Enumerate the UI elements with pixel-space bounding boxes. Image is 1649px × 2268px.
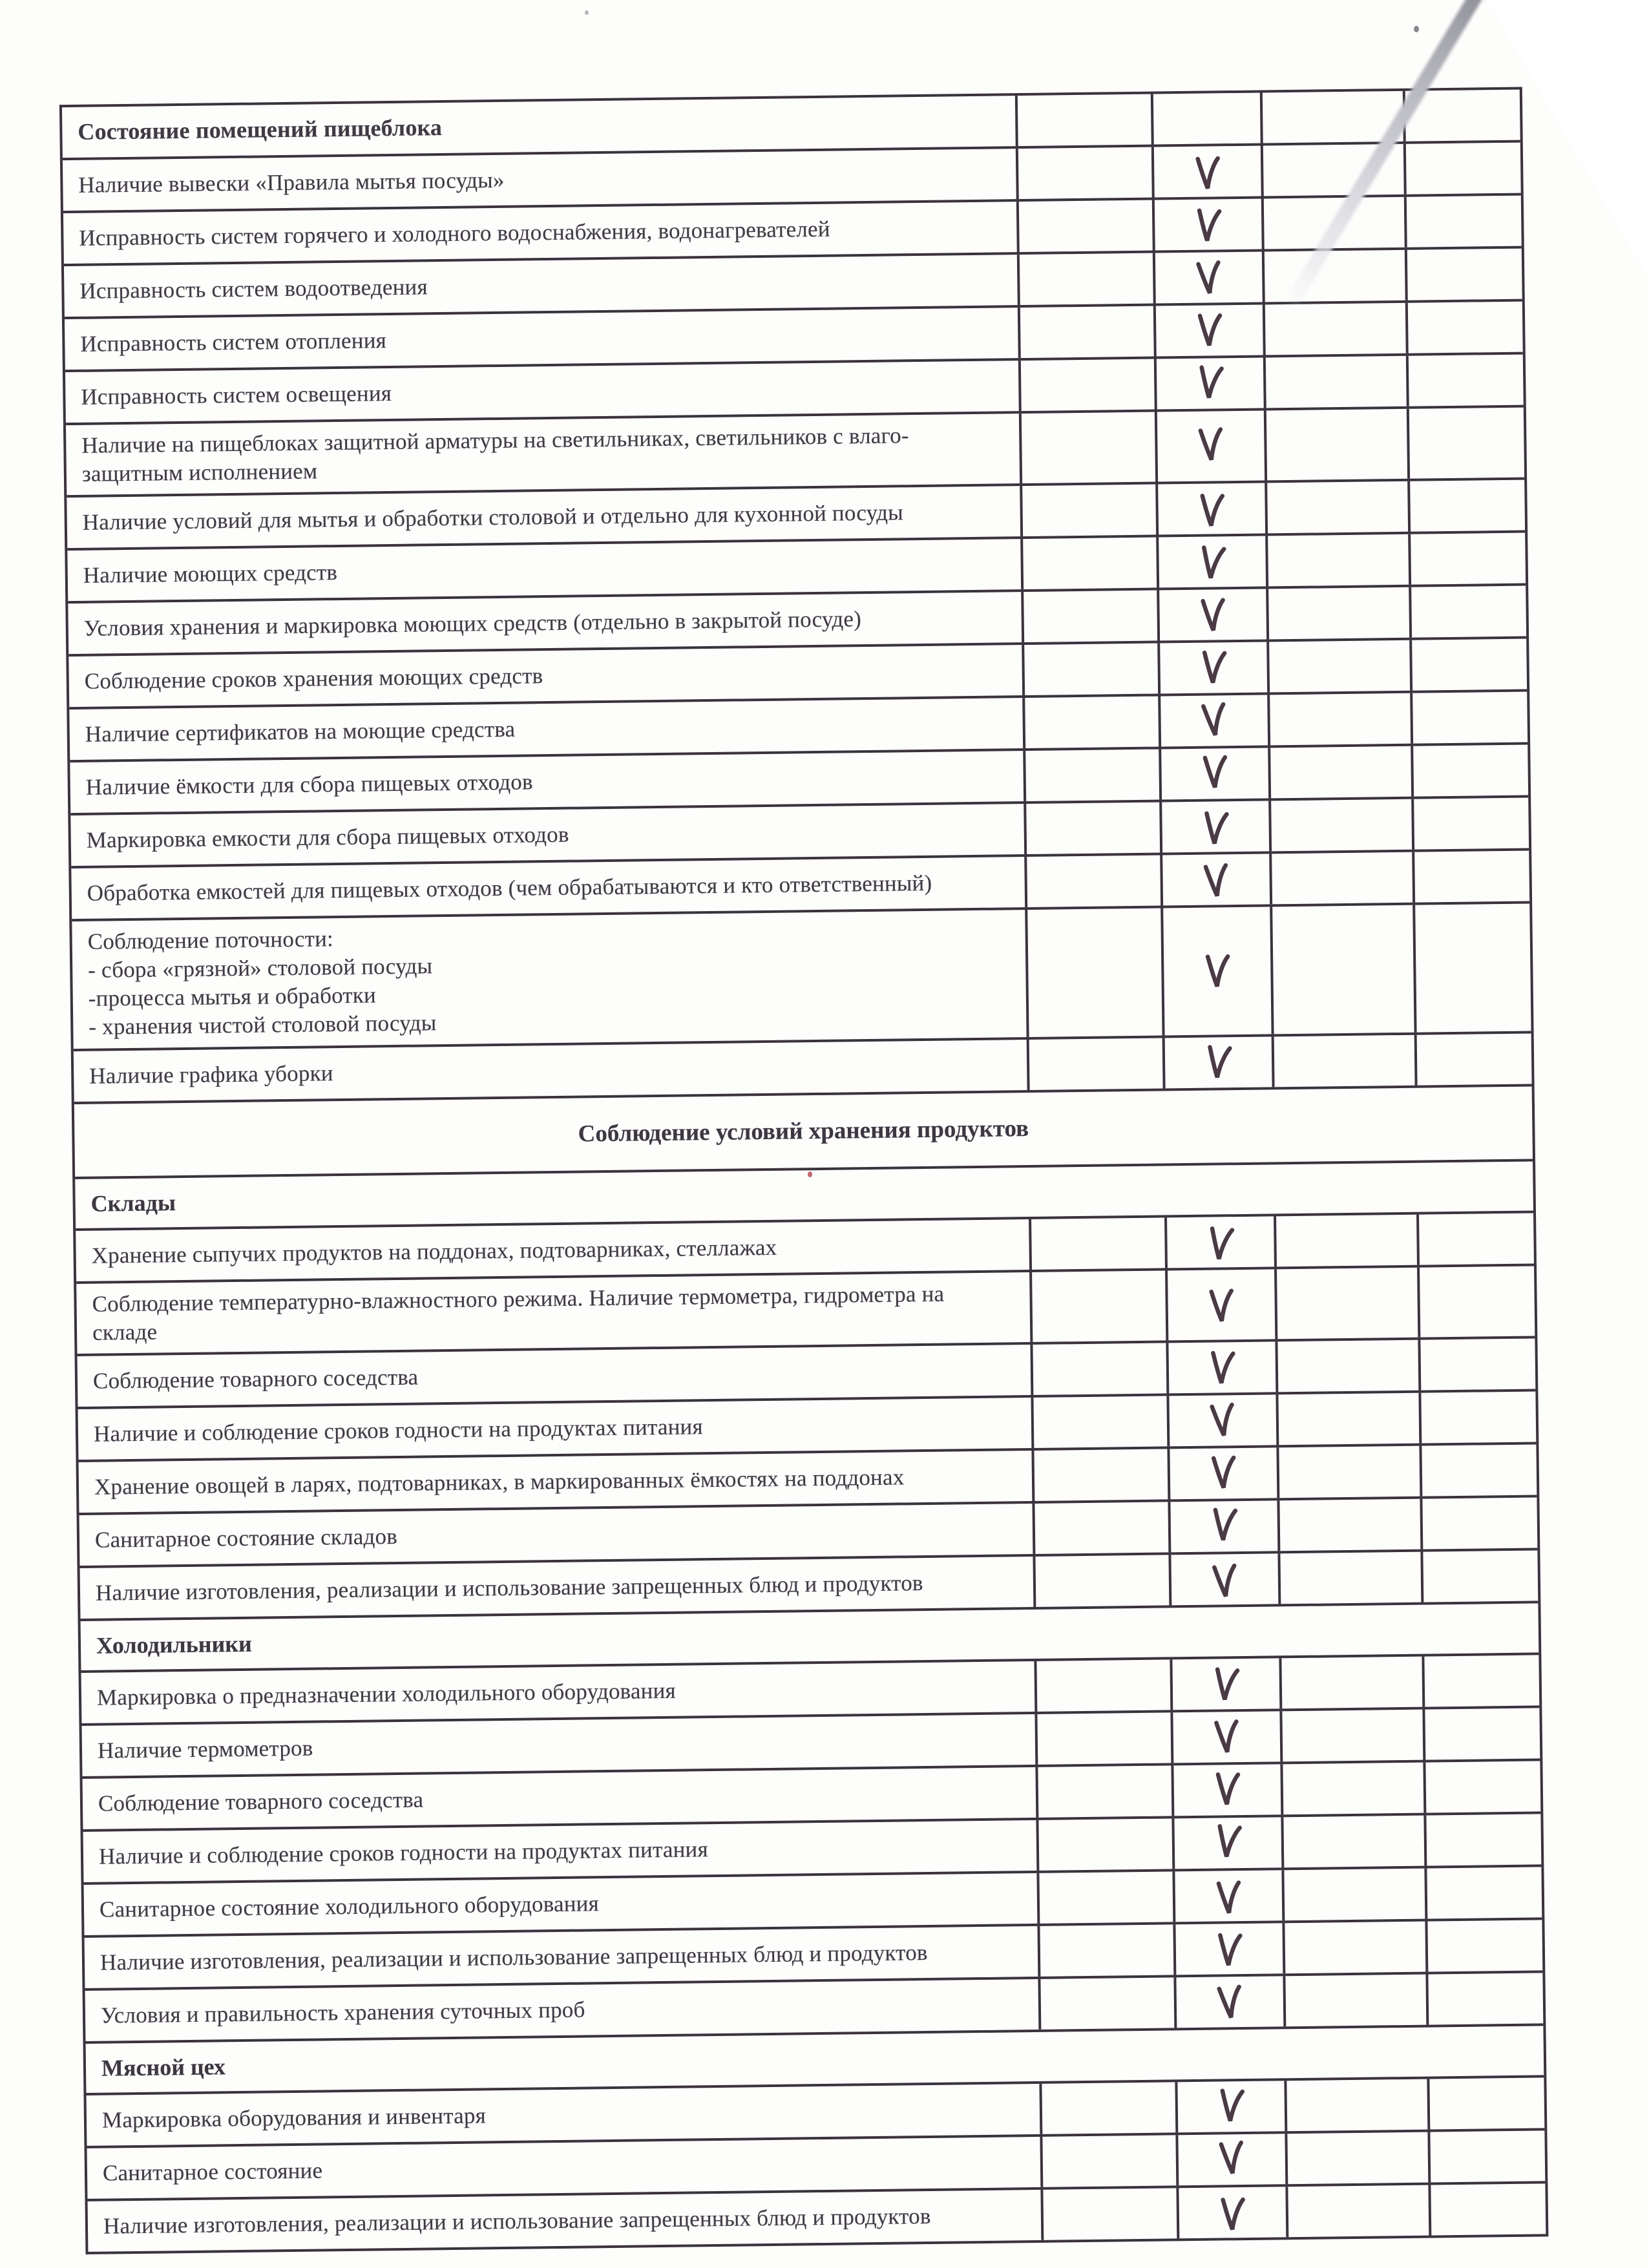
checkmark-icon <box>1208 1347 1237 1388</box>
mark-cell <box>1016 200 1153 253</box>
mark-cell <box>1409 533 1526 585</box>
row-label: Исправность систем освещения <box>81 380 392 410</box>
row-label: Соблюдение поточности: - сбора «грязной» столовой посуды -процесса мытья и обработки - хранения чистой столовой посуды <box>87 926 437 1040</box>
mark-cell <box>1032 1449 1168 1501</box>
mark-cell <box>1423 1708 1540 1759</box>
checkmark-icon <box>1201 859 1232 901</box>
subsection-title: Холодильники <box>96 1630 252 1659</box>
mark-cell <box>1283 1921 1426 1973</box>
mark-cell <box>1031 1343 1167 1395</box>
mark-cell <box>1264 409 1407 481</box>
mark-cell <box>1413 904 1531 1033</box>
mark-cell <box>1159 748 1268 800</box>
mark-cell <box>1411 692 1528 744</box>
mark-cell <box>1021 538 1157 590</box>
checkmark-icon <box>1197 490 1226 530</box>
row-label: Наличие моющих средств <box>83 560 338 588</box>
mark-cell <box>1418 1338 1535 1390</box>
mark-cell <box>1422 1655 1539 1706</box>
mark-cell <box>1024 750 1160 802</box>
checkmark-icon <box>1211 1663 1241 1705</box>
mark-cell <box>1286 2185 1429 2237</box>
mark-cell <box>1278 1551 1422 1604</box>
row-label: Санитарное состояние <box>102 2158 323 2186</box>
mark-cell <box>1427 2077 1544 2129</box>
mark-cell <box>1035 1712 1171 1765</box>
mark-cell <box>1159 801 1269 853</box>
mark-cell <box>1152 199 1262 251</box>
checkmark-icon <box>1193 257 1225 299</box>
mark-cell <box>1410 639 1527 691</box>
mark-cell <box>1425 1867 1542 1918</box>
mark-cell <box>1281 1815 1425 1867</box>
checkmark-icon <box>1195 423 1226 465</box>
mark-cell <box>1156 536 1266 588</box>
mark-cell <box>1408 480 1525 532</box>
row-label: Исправность систем водоотведения <box>79 274 428 304</box>
checkmark-icon <box>1205 1222 1237 1264</box>
mark-cell <box>1168 1447 1277 1499</box>
mark-cell <box>1277 1445 1420 1498</box>
row-label: Соблюдение товарного соседства <box>98 1787 424 1816</box>
mark-cell <box>1419 1391 1536 1443</box>
mark-cell <box>1027 1038 1163 1090</box>
mark-cell <box>1270 905 1414 1034</box>
mark-cell <box>1171 1711 1281 1763</box>
mark-cell <box>1018 359 1155 412</box>
checkmark-icon <box>1206 1285 1237 1326</box>
checkmark-icon <box>1203 1041 1234 1082</box>
mark-cell <box>1040 2082 1176 2134</box>
scan-speck-red <box>808 1171 812 1177</box>
mark-cell <box>1407 408 1524 479</box>
checkmark-icon <box>1218 2194 1247 2234</box>
mark-cell <box>1405 249 1522 300</box>
row-label: Хранение сыпучих продуктов на поддонах, подтоварниках, стеллажах <box>91 1234 777 1268</box>
row-label: Наличие на пищеблоках защитной арматуры на светильниках, светильников с влаго-защитным исполнением <box>81 423 909 487</box>
row-label: Маркировка о предназначении холодильного оборудования <box>96 1677 677 1710</box>
mark-cell <box>1019 412 1155 484</box>
mark-cell <box>1168 1500 1278 1552</box>
mark-cell <box>1169 1553 1279 1605</box>
mark-cell <box>1267 640 1411 693</box>
mark-cell <box>1420 1497 1537 1549</box>
row-label: Хранение овощей в ларях, подтоварниках, в маркированных ёмкостях на поддонах <box>94 1464 905 1500</box>
mark-cell <box>1414 1033 1531 1085</box>
scan-speck <box>1414 26 1419 32</box>
checkmark-icon <box>1195 310 1224 350</box>
checkmark-icon <box>1197 541 1228 583</box>
checkmark-icon <box>1212 1716 1243 1758</box>
mark-cell <box>1020 485 1157 537</box>
row-label: Условия и правильность хранения суточных проб <box>100 1997 585 2028</box>
row-label: Наличие изготовления, реализации и использование запрещенных блюд и продуктов <box>95 1570 923 1606</box>
mark-cell <box>1283 1974 1427 2026</box>
checkmark-icon <box>1201 808 1230 849</box>
checkmark-icon <box>1203 951 1232 992</box>
mark-cell <box>1158 695 1268 747</box>
row-label: Наличие графика уборки <box>89 1060 333 1089</box>
mark-cell <box>1035 1659 1171 1712</box>
subsection-title: Мясной цех <box>101 2053 226 2081</box>
row-label: Наличие сертификатов на моющие средства <box>85 716 516 747</box>
mark-cell <box>1403 143 1520 194</box>
mark-cell <box>1025 856 1161 908</box>
mark-cell <box>1265 481 1409 534</box>
mark-cell <box>1036 1765 1172 1818</box>
mark-cell <box>1424 1814 1541 1865</box>
mark-cell <box>1274 1214 1417 1266</box>
mark-cell <box>1426 1973 1543 2024</box>
mark-cell <box>1167 1394 1277 1446</box>
mark-cell <box>1153 251 1263 303</box>
checklist-table <box>59 87 1548 2254</box>
mark-cell <box>1279 1656 1423 1708</box>
mark-cell <box>1276 1392 1420 1445</box>
mark-cell <box>1176 2134 1286 2185</box>
mark-cell <box>1429 2183 1546 2235</box>
mark-cell <box>1173 1870 1283 1922</box>
row-label: Санитарное состояние складов <box>94 1523 398 1553</box>
mark-cell <box>1281 1762 1424 1814</box>
mark-cell <box>1175 2081 1285 2132</box>
row-label: Наличие изготовления, реализации и использование запрещенных блюд и продуктов <box>100 1939 928 1975</box>
checkmark-icon <box>1209 1559 1241 1601</box>
checkmark-icon <box>1214 1980 1246 2023</box>
mark-cell <box>1017 253 1153 306</box>
mark-cell <box>1041 2188 1177 2240</box>
mark-cell <box>1428 2130 1545 2182</box>
mark-cell <box>1153 304 1263 356</box>
mark-cell <box>1412 798 1529 850</box>
checkmark-icon <box>1213 1820 1245 1862</box>
mark-cell <box>1411 745 1528 797</box>
row-label: Наличие изготовления, реализации и использование запрещенных блюд и продуктов <box>103 2203 931 2239</box>
mark-cell <box>1018 306 1154 359</box>
row-label: Санитарное состояние холодильного оборудования <box>99 1890 600 1922</box>
mark-cell <box>1285 2132 1429 2184</box>
row-label: Наличие и соблюдение сроков годности на продуктах питания <box>98 1836 708 1869</box>
mark-cell <box>1260 91 1403 143</box>
mark-cell <box>1029 1270 1166 1342</box>
mark-cell <box>1280 1709 1423 1761</box>
mark-cell <box>1174 1976 1284 2028</box>
mark-cell <box>1151 93 1261 145</box>
mark-cell <box>1033 1555 1170 1607</box>
mark-cell <box>1162 1036 1272 1088</box>
mark-cell <box>1024 803 1161 855</box>
row-label: Условия хранения и маркировка моющих средств (отдельно в закрытой посуде) <box>83 606 862 641</box>
mark-cell <box>1268 693 1411 746</box>
checkmark-icon <box>1210 1504 1239 1545</box>
row-label: Наличие вывески «Правила мытья посуды» <box>78 167 505 198</box>
checkmark-icon <box>1199 647 1228 688</box>
row-label: Исправность систем горячего и холодного водоснабжения, водонагревателей <box>79 216 830 251</box>
mark-cell <box>1016 147 1152 200</box>
mark-cell <box>1272 1034 1415 1087</box>
mark-cell <box>1151 146 1261 198</box>
mark-cell <box>1413 851 1529 903</box>
mark-cell <box>1022 644 1159 696</box>
mark-cell <box>1263 303 1406 355</box>
checkmark-icon <box>1200 751 1230 792</box>
mark-cell <box>1036 1818 1173 1871</box>
mark-cell <box>1404 196 1521 247</box>
mark-cell <box>1276 1339 1419 1392</box>
row-label: Обработка емкостей для пищевых отходов (чем обрабатываются и кто ответственный) <box>87 870 932 906</box>
mark-cell <box>1160 854 1270 906</box>
mark-cell <box>1165 1269 1275 1340</box>
mark-cell <box>1277 1498 1421 1551</box>
mark-cell <box>1406 355 1523 406</box>
mark-cell <box>1285 2079 1428 2131</box>
mark-cell <box>1170 1658 1280 1710</box>
mark-cell <box>1266 534 1409 587</box>
mark-cell <box>1038 1977 1175 2030</box>
table-row <box>72 904 1531 1051</box>
checkmark-icon <box>1193 205 1223 246</box>
checkmark-icon <box>1207 1398 1239 1441</box>
mark-cell <box>1177 2187 1287 2238</box>
checkmark-icon <box>1213 1769 1242 1809</box>
row-label: Соблюдение товарного соседства <box>92 1364 419 1394</box>
mark-cell <box>1038 1924 1174 1977</box>
mark-cell <box>1417 1266 1535 1337</box>
mark-cell <box>1171 1764 1281 1816</box>
row-label: Исправность систем отопления <box>80 328 387 357</box>
row-label: Наличие и соблюдение сроков годности на продуктах питания <box>93 1413 704 1447</box>
checkmark-icon <box>1213 1876 1244 1918</box>
checkmark-icon <box>1198 698 1230 741</box>
mark-cell <box>1025 908 1162 1037</box>
mark-cell <box>1157 589 1266 641</box>
mark-cell <box>1023 697 1159 749</box>
mark-cell <box>1015 94 1151 147</box>
row-label: Соблюдение сроков хранения моющих средств <box>84 663 543 694</box>
mark-cell <box>1154 357 1264 409</box>
mark-cell <box>1161 907 1272 1035</box>
row-label: Наличие условий для мытья и обработки столовой и отдельно для кухонной посуды <box>82 499 904 535</box>
row-label: Маркировка оборудования и инвентаря <box>101 2103 487 2133</box>
row-label: Маркировка емкости для сбора пищевых отходов <box>86 821 569 853</box>
checkmark-icon <box>1215 1929 1244 1970</box>
mark-cell <box>1157 642 1267 694</box>
row-label: Состояние помещений пищеблока <box>78 114 443 145</box>
subsection-title: Склады <box>90 1189 176 1217</box>
mark-cell <box>1029 1217 1165 1270</box>
mark-cell <box>1262 250 1405 302</box>
checkmark-icon <box>1193 152 1223 193</box>
scan-speck <box>585 10 589 15</box>
row-label: Наличие ёмкости для сбора пищевых отходов <box>85 769 533 800</box>
mark-cell <box>1416 1213 1533 1265</box>
checkmark-icon <box>1216 2136 1248 2178</box>
mark-cell <box>1269 799 1413 852</box>
mark-cell <box>1421 1550 1538 1602</box>
mark-cell <box>1037 1871 1173 1924</box>
mark-cell <box>1164 1216 1274 1268</box>
mark-cell <box>1268 746 1412 799</box>
mark-cell <box>1420 1444 1537 1496</box>
mark-cell <box>1405 302 1522 353</box>
mark-cell <box>1155 483 1265 535</box>
mark-cell <box>1155 410 1265 481</box>
mark-cell <box>1031 1396 1168 1448</box>
mark-cell <box>1423 1761 1540 1812</box>
checkmark-icon <box>1217 2084 1246 2126</box>
mark-cell <box>1266 587 1410 640</box>
mark-cell <box>1263 356 1407 408</box>
row-label: Наличие термометров <box>97 1735 313 1763</box>
mark-cell <box>1033 1502 1169 1554</box>
mark-cell <box>1425 1920 1542 1971</box>
mark-cell <box>1166 1341 1276 1393</box>
checkmark-icon <box>1209 1451 1239 1492</box>
mark-cell <box>1409 586 1526 638</box>
mark-cell <box>1270 852 1413 905</box>
mark-cell <box>1022 591 1158 643</box>
mark-cell <box>1172 1817 1282 1869</box>
section-title: Соблюдение условий хранения продуктов <box>578 1115 1029 1148</box>
mark-cell <box>1282 1868 1425 1920</box>
row-label: Соблюдение температурно-влажностного режима. Наличие термометра, гидрометра на складе <box>92 1281 945 1345</box>
checkmark-icon <box>1195 361 1225 403</box>
mark-cell <box>1173 1923 1283 1975</box>
mark-cell <box>1040 2135 1177 2187</box>
checkmark-icon <box>1198 594 1228 636</box>
mark-cell <box>1274 1267 1418 1339</box>
